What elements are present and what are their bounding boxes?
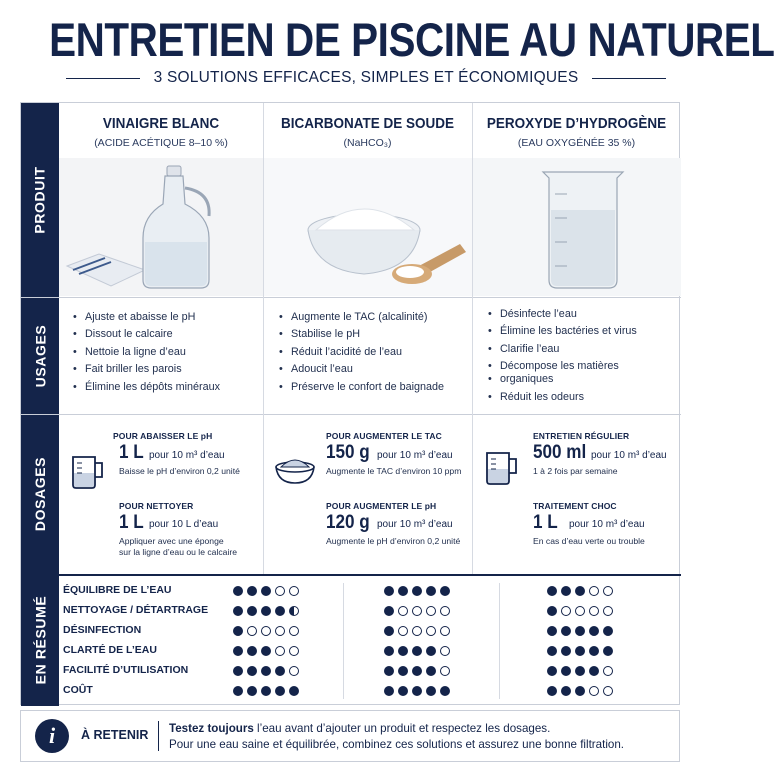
criterion-label: ÉQUILIBRE DE L’EAU — [63, 584, 172, 596]
dose-value: 1 L — [533, 512, 558, 533]
rating-dot — [589, 586, 599, 596]
dose-unit: pour 10 m³ d’eau — [149, 450, 225, 461]
rating-dot — [575, 586, 585, 596]
row-band-resume — [21, 574, 59, 706]
rating-dot — [426, 686, 436, 696]
row-separator — [21, 414, 681, 415]
rating-dot — [603, 606, 613, 616]
column-header-peroxyde — [472, 115, 681, 149]
rating-dots-row — [547, 666, 613, 676]
retain-line-1 — [169, 721, 624, 737]
rating-dot — [426, 666, 436, 676]
rating-dot — [575, 666, 585, 676]
rating-dot — [575, 686, 585, 696]
column-header-vinaigre — [59, 115, 263, 149]
rating-dot — [547, 646, 557, 656]
rating-dot — [440, 666, 450, 676]
rating-dot — [289, 586, 299, 596]
criterion-label: CLARTÉ DE L’EAU — [63, 644, 157, 656]
rating-dot — [261, 626, 271, 636]
dose-label: POUR AUGMENTER LE pH — [326, 501, 437, 511]
rating-dots-row — [384, 666, 450, 676]
rating-dot — [589, 606, 599, 616]
rating-dot — [275, 586, 285, 596]
rating-dot — [247, 586, 257, 596]
rating-dot — [398, 686, 408, 696]
row-label-usages: USAGES — [32, 324, 49, 387]
rating-dot — [233, 626, 243, 636]
rating-dot — [233, 686, 243, 696]
rating-dot — [412, 646, 422, 656]
rating-dot — [561, 606, 571, 616]
usage-item: • Décompose les matières — [488, 360, 637, 373]
rating-dot — [575, 626, 585, 636]
dose-value: 120 g — [326, 512, 370, 533]
rating-dots-row — [233, 666, 299, 676]
rating-dot — [561, 686, 571, 696]
retain-divider — [158, 721, 159, 751]
rating-dot — [547, 606, 557, 616]
row-label-dosages: DOSAGES — [32, 456, 48, 532]
rating-dot — [412, 626, 422, 636]
rating-dots-row — [384, 686, 450, 696]
rating-dot — [575, 606, 585, 616]
column-separator — [499, 583, 500, 699]
rating-dot — [247, 626, 257, 636]
usage-list-peroxyde — [488, 308, 637, 408]
rating-dots-row — [384, 586, 450, 596]
rating-dots-row — [384, 646, 450, 656]
dose-unit: pour 10 m³ d’eau — [377, 519, 453, 530]
rating-dots-row — [384, 606, 450, 616]
measuring-cup-icon — [481, 449, 521, 487]
product-formula: (NaHCO₃) — [343, 137, 392, 149]
criterion-label: DÉSINFECTION — [63, 624, 142, 636]
rating-dot — [384, 646, 394, 656]
usage-item: • Désinfecte l’eau — [488, 308, 637, 321]
usage-item: • Réduit les odeurs — [488, 391, 637, 404]
usage-item-continued: • organiques — [488, 373, 637, 386]
rating-dot — [384, 686, 394, 696]
rating-dot — [233, 606, 243, 616]
rating-dot — [275, 686, 285, 696]
subtitle-rule-right — [592, 78, 666, 79]
rating-dot — [575, 646, 585, 656]
rating-dot — [412, 686, 422, 696]
rating-dots-row — [547, 686, 613, 696]
rating-dot — [440, 586, 450, 596]
rating-dot — [426, 626, 436, 636]
dose-note: sur la ligne d’eau ou le calcaire — [119, 547, 237, 557]
row-band-dosages — [21, 414, 59, 574]
rating-dot — [603, 686, 613, 696]
subtitle-row — [66, 68, 666, 88]
row-label-resume: EN RÉSUMÉ — [32, 595, 49, 685]
usage-item: • Élimine les bactéries et virus — [488, 325, 637, 338]
rating-dots-row — [547, 626, 613, 636]
usage-item: • Préserve le confort de baignade — [279, 381, 444, 394]
rating-dot — [289, 606, 299, 616]
criterion-label: NETTOYAGE / DÉTARTRAGE — [63, 604, 209, 616]
criterion-label: FACILITÉ D’UTILISATION — [63, 664, 189, 676]
column-separator — [343, 583, 344, 699]
rating-dot — [426, 606, 436, 616]
dose-unit: pour 10 m³ d’eau — [377, 450, 453, 461]
product-formula: (ACIDE ACÉTIQUE 8–10 %) — [94, 137, 228, 149]
rating-dot — [426, 586, 436, 596]
retain-box — [20, 710, 680, 762]
column-header-bicarbonate — [263, 115, 472, 149]
comparison-table — [20, 102, 680, 705]
rating-dots-row — [547, 586, 613, 596]
dose-label: POUR AUGMENTER LE TAC — [326, 431, 442, 441]
rating-dot — [603, 646, 613, 656]
retain-line-1-text: l’eau avant d’ajouter un produit et respectez les dosages. — [253, 722, 551, 735]
rating-dot — [426, 646, 436, 656]
usage-item: • Nettoie la ligne d’eau — [73, 346, 220, 359]
row-band-produit — [21, 103, 59, 297]
rating-dot — [547, 586, 557, 596]
subtitle-rule-left — [66, 78, 140, 79]
product-name: PEROXYDE D’HYDROGÈNE — [486, 115, 667, 132]
rating-dot — [412, 606, 422, 616]
dose-note: Baisse le pH d’environ 0,2 unité — [119, 466, 240, 476]
dose-value: 1 L — [119, 442, 144, 463]
rating-dot — [603, 586, 613, 596]
rating-dot — [440, 686, 450, 696]
dose-label: POUR NETTOYER — [119, 501, 194, 511]
product-name: VINAIGRE BLANC — [102, 115, 220, 132]
rating-dots-row — [384, 626, 450, 636]
rating-dot — [398, 666, 408, 676]
rating-dot — [261, 586, 271, 596]
dose-unit: pour 10 L d’eau — [149, 519, 219, 530]
rating-dot — [440, 646, 450, 656]
rating-dot — [261, 646, 271, 656]
rating-dot — [275, 666, 285, 676]
vinegar-bottle-image — [59, 158, 263, 296]
criterion-label: COÛT — [63, 684, 93, 696]
rating-dot — [561, 646, 571, 656]
rating-dot — [261, 606, 271, 616]
rating-dot — [275, 626, 285, 636]
dose-note: 1 à 2 fois par semaine — [533, 466, 618, 476]
usage-item: • Dissout le calcaire — [73, 328, 220, 341]
baking-soda-bowl-image — [264, 158, 472, 296]
rating-dot — [603, 666, 613, 676]
usage-item: • Augmente le TAC (alcalinité) — [279, 311, 444, 324]
rating-dots-row — [547, 646, 613, 656]
rating-dot — [412, 586, 422, 596]
dose-note: En cas d’eau verte ou trouble — [533, 536, 645, 546]
rating-dot — [398, 586, 408, 596]
rating-dot — [398, 606, 408, 616]
rating-dot — [289, 686, 299, 696]
peroxide-beaker-image — [473, 158, 681, 296]
dose-unit: pour 10 m³ d’eau — [591, 450, 667, 461]
rating-dot — [603, 626, 613, 636]
rating-dot — [275, 646, 285, 656]
rating-dots-row — [233, 586, 299, 596]
retain-text — [169, 721, 624, 753]
rating-dot — [247, 686, 257, 696]
dose-unit: pour 10 m³ d’eau — [569, 519, 645, 530]
rating-dot — [589, 646, 599, 656]
dose-label: TRAITEMENT CHOC — [533, 501, 617, 511]
rating-dot — [384, 626, 394, 636]
rating-dot — [547, 626, 557, 636]
retain-title: À RETENIR — [81, 728, 149, 742]
rating-dot — [289, 646, 299, 656]
rating-dot — [561, 586, 571, 596]
rating-dot — [561, 666, 571, 676]
row-label-produit: PRODUIT — [32, 166, 49, 234]
dose-label: ENTRETIEN RÉGULIER — [533, 431, 630, 441]
page-subtitle: 3 SOLUTIONS EFFICACES, SIMPLES ET ÉCONOMIQUES — [153, 69, 579, 86]
rating-dot — [589, 666, 599, 676]
rating-dots-row — [233, 686, 299, 696]
usage-item: • Stabilise le pH — [279, 328, 444, 341]
row-band-usages — [21, 297, 59, 414]
usage-item: • Adoucit l’eau — [279, 363, 444, 376]
usage-item: • Réduit l’acidité de l’eau — [279, 346, 444, 359]
rating-dot — [247, 666, 257, 676]
product-formula: (EAU OXYGÉNÉE 35 %) — [517, 137, 636, 149]
rating-dot — [289, 626, 299, 636]
rating-dot — [247, 606, 257, 616]
rating-dot — [440, 626, 450, 636]
rating-dot — [547, 666, 557, 676]
rating-dot — [233, 646, 243, 656]
rating-dot — [247, 646, 257, 656]
dose-label: POUR ABAISSER LE pH — [113, 431, 213, 441]
rating-dot — [233, 586, 243, 596]
retain-emphasis: Testez toujours — [169, 722, 254, 735]
rating-dot — [261, 686, 271, 696]
dose-note: Augmente le TAC d’environ 10 ppm — [326, 466, 462, 476]
powder-bowl-icon — [273, 451, 317, 487]
usage-item: • Élimine les dépôts minéraux — [73, 381, 220, 394]
rating-dot — [275, 606, 285, 616]
usage-item: • Fait briller les parois — [73, 363, 220, 376]
page-title: ENTRETIEN DE PISCINE AU NATUREL — [49, 13, 775, 66]
dose-note: Appliquer avec une éponge — [119, 536, 224, 546]
rating-dot — [547, 686, 557, 696]
rating-dot — [398, 646, 408, 656]
rating-dots-row — [233, 606, 299, 616]
dose-value: 1 L — [119, 512, 144, 533]
rating-dot — [261, 666, 271, 676]
usage-list-vinaigre — [73, 311, 220, 398]
info-icon: i — [35, 719, 69, 753]
rating-dot — [289, 666, 299, 676]
usage-list-bicarbonate — [279, 311, 444, 398]
row-separator — [21, 297, 681, 298]
product-name: BICARBONATE DE SOUDE — [280, 115, 454, 132]
measuring-cup-icon — [67, 453, 107, 491]
dose-note: Augmente le pH d’environ 0,2 unité — [326, 536, 461, 546]
usage-item: • Ajuste et abaisse le pH — [73, 311, 220, 324]
rating-dot — [384, 586, 394, 596]
rating-dot — [384, 606, 394, 616]
rating-dots-row — [233, 626, 299, 636]
rating-dot — [589, 686, 599, 696]
rating-dot — [589, 626, 599, 636]
rating-dot — [384, 666, 394, 676]
row-separator — [21, 574, 681, 576]
retain-line-2: Pour une eau saine et équilibrée, combinez ces solutions et assurez une bonne filtration. — [169, 738, 625, 751]
rating-dot — [412, 666, 422, 676]
rating-dot — [398, 626, 408, 636]
rating-dot — [233, 666, 243, 676]
rating-dot — [440, 606, 450, 616]
rating-dot — [561, 626, 571, 636]
usage-item: • Clarifie l’eau — [488, 343, 637, 356]
dose-value: 500 ml — [533, 442, 587, 463]
dose-value: 150 g — [326, 442, 370, 463]
rating-dots-row — [233, 646, 299, 656]
rating-dots-row — [547, 606, 613, 616]
